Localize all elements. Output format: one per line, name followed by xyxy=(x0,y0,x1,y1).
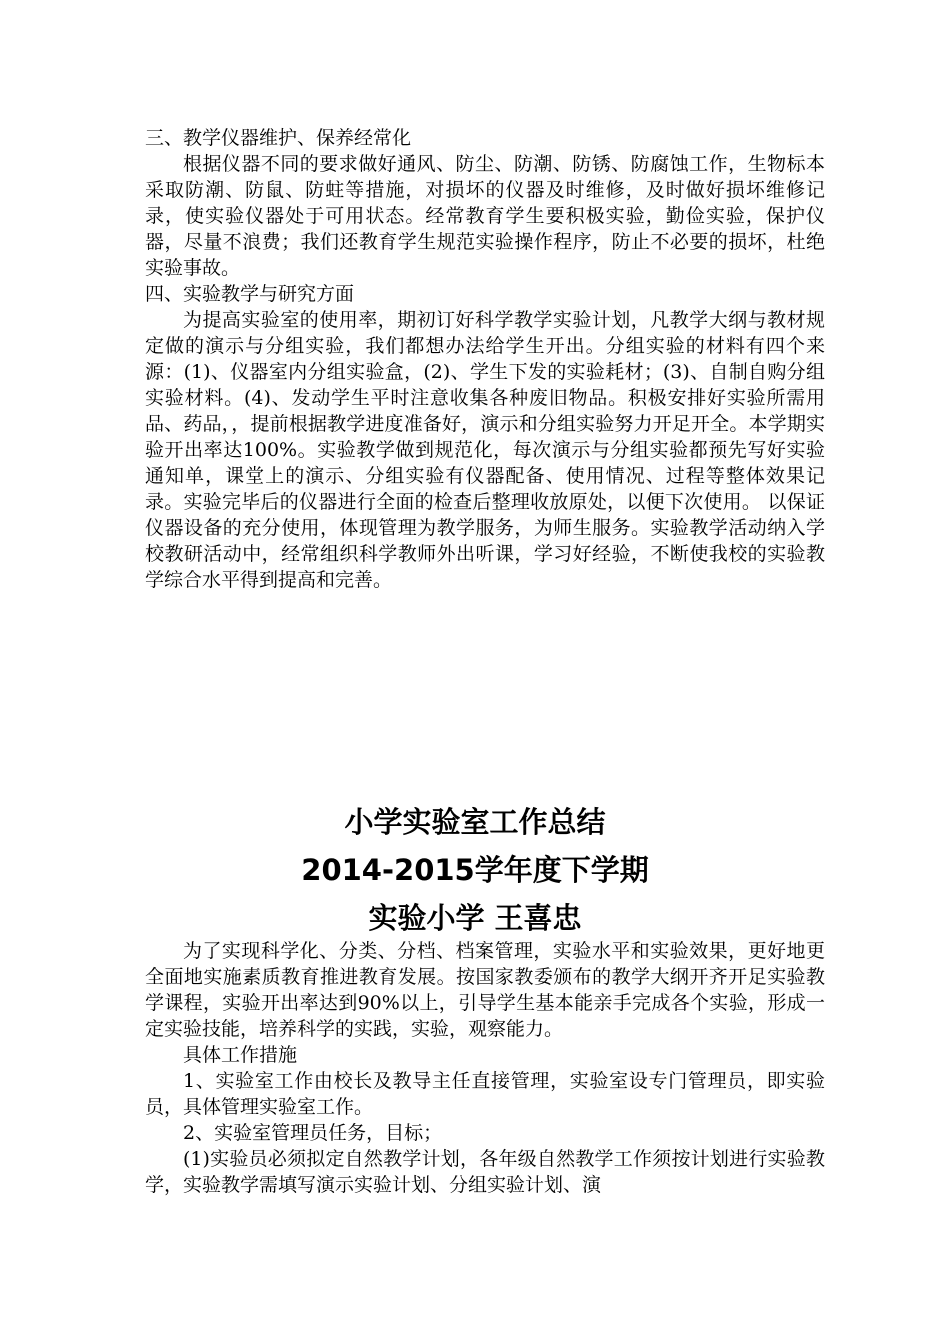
report-term: 2014-2015学年度下学期 xyxy=(301,853,649,887)
section-top xyxy=(145,125,825,593)
intro-paragraph: 为了实现科学化、分类、分档、档案管理，实验水平和实验效果，更好地更全面地实施素质教育推进教育发展。按国家教委颁布的教学大纲开齐开足实验教学课程，实验开出率达到90%以上，引导学生基本能亲手完成各个实验，形成一定实验技能，培养科学的实践，实验，观察能力。 xyxy=(145,940,825,1040)
section-heading-3: 三、教学仪器维护、保养经常化 xyxy=(145,127,412,149)
section-heading-4: 四、实验教学与研究方面 xyxy=(145,283,355,305)
measure-item-1: 1、实验室工作由校长及教导主任直接管理，实验室设专门管理员，即实验员，具体管理实验室工作。 xyxy=(145,1070,825,1118)
report-title-block xyxy=(0,798,950,942)
measure-item-2: 2、实验室管理员任务，目标； xyxy=(183,1122,443,1144)
report-title: 小学实验室工作总结 xyxy=(344,805,606,839)
report-author: 实验小学 王喜忠 xyxy=(368,901,582,935)
section-paragraph-3: 根据仪器不同的要求做好通风、防尘、防潮、防锈、防腐蚀工作，生物标本采取防潮、防鼠、防蛀等措施，对损坏的仪器及时维修，及时做好损坏维修记录，使实验仪器处于可用状态。经常教育学生要积极实验，勤俭实验，保护仪器，尽量不浪费；我们还教育学生规范实验操作程序，防止不必要的损坏，杜绝实验事故。 xyxy=(145,153,825,279)
measure-item-2-1: (1)实验员必须拟定自然教学计划，各年级自然教学工作须按计划进行实验教学，实验教学需填写演示实验计划、分组实验计划、演 xyxy=(145,1148,825,1196)
section-bottom xyxy=(145,938,825,1198)
measures-heading: 具体工作措施 xyxy=(183,1044,298,1066)
section-paragraph-4: 为提高实验室的使用率，期初订好科学教学实验计划，凡教学大纲与教材规定做的演示与分组实验，我们都想办法给学生开出。分组实验的材料有四个来源：(1)、仪器室内分组实验盒，(2)、学生下发的实验耗材；(3)、自制自购分组实验材料。(4)、发动学生平时注意收集各种废旧物品。积极安排好实验所需用品、药品，，提前根据教学进度准备好，演示和分组实验努力开足开全。本学期实验开出率达100%。实验教学做到规范化，每次演示与分组实验都预先写好实验通知单，课堂上的演示、分组实验有仪器配备、使用情况、过程等整体效果记录。实验完毕后的仪器进行全面的检查后整理收放原处，以便下次使用。 以保证仪器设备的充分使用，体现管理为教学服务，为师生服务。实验教学活动纳入学校教研活动中，经常组织科学教师外出听课，学习好经验，不断使我校的实验教学综合水平得到提高和完善。 xyxy=(145,309,825,591)
